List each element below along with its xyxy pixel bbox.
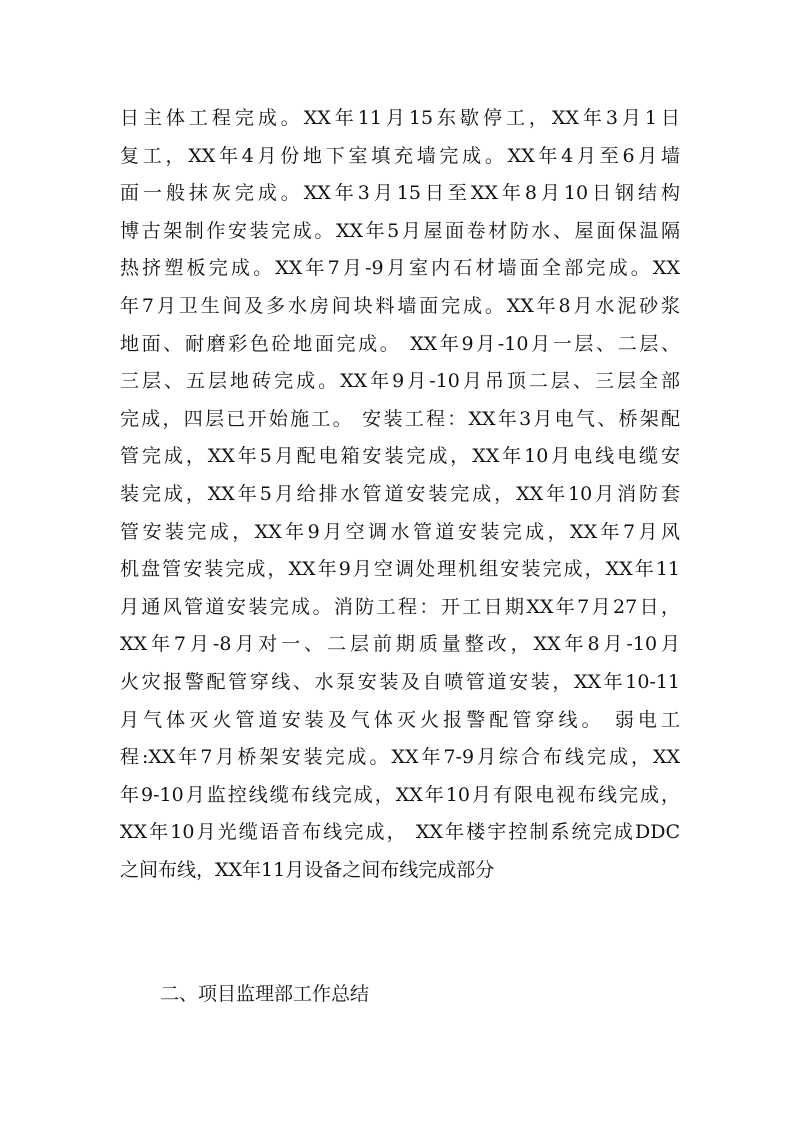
- text-line: 月气体灭火管道安装及气体灭火报警配管穿线。 弱电工: [120, 708, 680, 731]
- text-line: 完成，四层已开始施工。 安装工程：XX年3月电气、桥架配: [120, 407, 680, 430]
- text-line: 管安装完成，XX年9月空调水管道安装完成，XX年7月风: [120, 520, 680, 543]
- text-line: 机盘管安装完成，XX年9月空调处理机组安装完成，XX年11: [120, 558, 680, 581]
- text-line: 管完成，XX年5月配电箱安装完成，XX年10月电线电缆安: [120, 445, 680, 468]
- text-line: 博古架制作安装完成。XX年5月屋面卷材防水、屋面保温隔: [120, 219, 680, 242]
- text-line: 程:XX年7月桥架安装完成。XX年7-9月综合布线完成，XX: [120, 746, 680, 769]
- text-line: 热挤塑板完成。XX年7月-9月室内石材墙面全部完成。XX: [120, 257, 680, 280]
- text-line: 复工，XX年4月份地下室填充墙完成。XX年4月至6月墙: [120, 144, 680, 167]
- text-line: XX年7月-8月对一、二层前期质量整改，XX年8月-10月: [120, 633, 680, 656]
- section-heading: 二、项目监理部工作总结: [160, 983, 370, 1005]
- text-line: 年7月卫生间及多水房间块料墙面完成。XX年8月水泥砂浆: [120, 294, 680, 317]
- text-line: 日主体工程完成。XX年11月15东歇停工，XX年3月1日: [120, 107, 680, 129]
- text-line: 三层、五层地砖完成。XX年9月-10月吊顶二层、三层全部: [120, 370, 680, 393]
- body-paragraph: [120, 100, 680, 889]
- text-line: 年9-10月监控线缆布线完成，XX年10月有限电视布线完成，: [120, 783, 680, 806]
- text-line: 地面、耐磨彩色砼地面完成。 XX年9月-10月一层、二层、: [120, 332, 680, 355]
- text-line: XX年10月光缆语音布线完成， XX年楼宇控制系统完成DDC: [120, 821, 680, 844]
- text-line: 面一般抹灰完成。XX年3月15日至XX年8月10日钢结构: [120, 182, 680, 205]
- text-line: 之间布线，XX年11月设备之间布线完成部分: [120, 858, 495, 881]
- text-line: 装完成，XX年5月给排水管道安装完成，XX年10月消防套: [120, 482, 680, 505]
- text-line: 火灾报警配管穿线、水泵安装及自喷管道安装，XX年10-11: [120, 670, 680, 693]
- text-line: 月通风管道安装完成。消防工程：开工日期XX年7月27日，: [120, 595, 680, 618]
